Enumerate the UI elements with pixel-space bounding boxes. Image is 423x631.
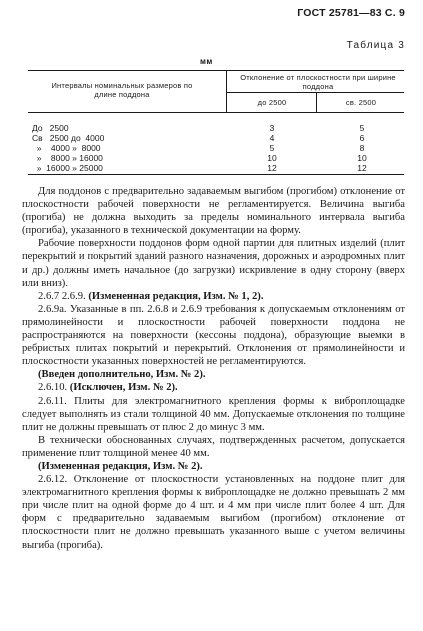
paragraph bbox=[22, 381, 405, 394]
paragraph: Для поддонов с предварительно задаваемым выгибом (прогибом) отклонение от плоскостности рабочей поверхности не регламентируется. Величина выгиба (прогиба) не должна выходить за пределы номинального интервала выгиба (прогиба), указанного в технической документации на форму. bbox=[22, 186, 405, 237]
paragraph bbox=[22, 290, 405, 303]
table-cell: 8 bbox=[359, 143, 365, 153]
col-header-width-over-2500: св. 2500 bbox=[345, 98, 377, 107]
table-cell: 10 bbox=[357, 153, 367, 163]
table-cell: 12 bbox=[267, 163, 277, 173]
paragraph: Рабочие поверхности поддонов форм одной партии для плитных изделий (плит перекрытий и покрытий зданий разного назначения, дорожных и аэродромных плит и др.) должны иметь начальное (до загрузки) искривление в одну сторону (вверх или вниз). bbox=[22, 238, 405, 289]
table-col-divider-1 bbox=[226, 70, 227, 112]
table-cell: 5 bbox=[359, 123, 365, 133]
table-title: Таблица 3 bbox=[346, 40, 405, 51]
table-row-label: » 16000 » 25000 bbox=[32, 163, 103, 173]
paragraph: 2.6.9а. Указанные в пп. 2.6.8 и 2.6.9 требования к допускаемым отклонениям от прямолинейности и плоскостности рабочей поверхности поддона не распространяются на поверхности (кессоны поддона), образующие выемки в ребристых плитах покрытий и перекрытий. Отклонения от прямолинейности и плоскостности указанных поверхностей не регламентируются. bbox=[22, 303, 405, 368]
table-row-label: До 2500 bbox=[32, 123, 69, 133]
table-unit: мм bbox=[200, 57, 213, 66]
clause-number: 2.6.7 2.6.9. bbox=[38, 290, 86, 302]
amendment-note: (Исключен, Изм. № 2). bbox=[69, 382, 178, 394]
table-bottom-rule bbox=[28, 174, 404, 175]
amendment-note: (Введен дополнительно, Изм. № 2). bbox=[38, 369, 206, 381]
clause-number: 2.6.10. bbox=[38, 382, 68, 394]
document-body bbox=[22, 185, 405, 552]
document-header: ГОСТ 25781—83 С. 9 bbox=[297, 7, 405, 19]
table-row-label: » 4000 » 8000 bbox=[32, 143, 101, 153]
col-header-length-intervals: Интервалы номинальных размеров по длине поддона bbox=[51, 81, 193, 99]
table-top-rule bbox=[28, 70, 404, 71]
amendment-note: (Измененная редакция, Изм. № 2). bbox=[38, 460, 203, 472]
paragraph: 2.6.11. Плиты для электромагнитного крепления формы к виброплощадке следует выполнять из стали толщиной 40 мм. Допускаемые отклонения по толщине плит не должны превышать от плюс 2 до минус 3 мм. bbox=[22, 395, 405, 433]
table-row-label: » 8000 » 16000 bbox=[32, 153, 103, 163]
paragraph: 2.6.12. Отклонение от плоскостности установленных на поддоне плит для электромагнитного крепления формы к виброплощадке не должно превышать 2 мм при числе плит на одной форме до 4 шт. и 4 мм при числе плит более 4 шт. Для форм с предварительно задаваемым выгибом (прогибом) отклонение от плоскостности плит не должно превышать указанного выше с учетом величины выгиба (прогиба). bbox=[22, 474, 405, 551]
table-cell: 4 bbox=[269, 133, 275, 143]
table-subheader-rule bbox=[226, 92, 404, 93]
table-cell: 12 bbox=[357, 163, 367, 173]
table-col-divider-2 bbox=[316, 92, 317, 112]
table-cell: 10 bbox=[267, 153, 277, 163]
paragraph bbox=[22, 368, 405, 381]
table-header-rule bbox=[28, 112, 404, 113]
tolerance-table bbox=[28, 70, 404, 178]
table-cell: 3 bbox=[269, 123, 275, 133]
amendment-note: (Измененная редакция, Изм. № 1, 2). bbox=[88, 290, 264, 302]
table-cell: 5 bbox=[269, 143, 275, 153]
col-header-width-upto-2500: до 2500 bbox=[257, 98, 287, 107]
table-cell: 6 bbox=[359, 133, 365, 143]
paragraph bbox=[22, 460, 405, 473]
table-row-label: Св 2500 до 4000 bbox=[32, 133, 105, 143]
col-header-flatness-deviation: Отклонение от плоскостности при ширине поддона bbox=[240, 73, 396, 91]
paragraph: В технически обоснованных случаях, подтвержденных расчетом, допускается применение плит толщиной менее 40 мм. bbox=[22, 434, 405, 459]
